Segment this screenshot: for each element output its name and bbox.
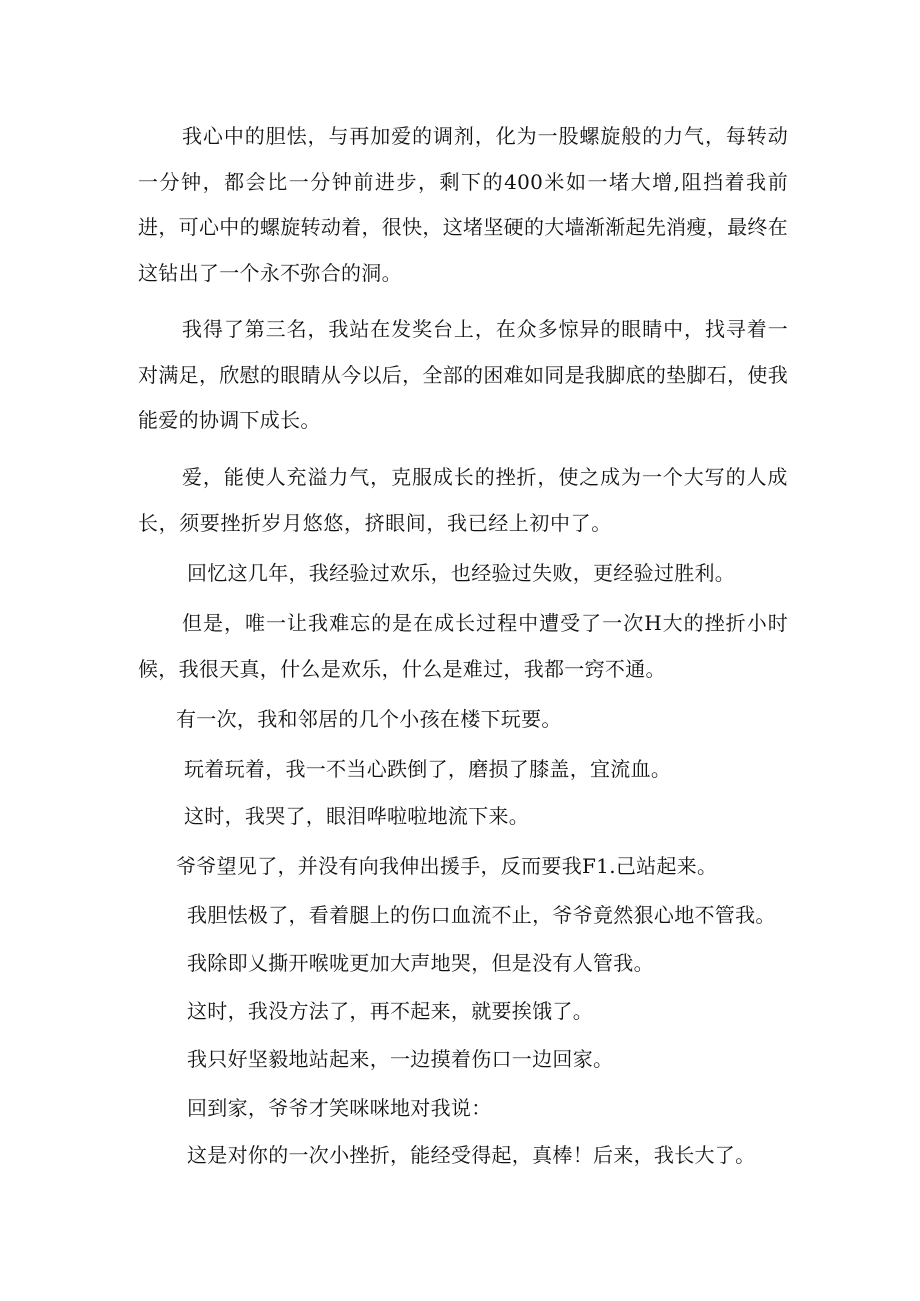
paragraph: 我心中的胆怯，与再加爱的调剂，化为一股螺旋般的力气，每转动一分钟，都会比一分钟前进步，剩下的400米如一堵大增,阻挡着我前进，可心中的螺旋转动着，很快，这堵坚硬的大墙渐渐起先消瘦，最终在这钻出了一个永不弥合的洞。 (138, 124, 788, 285)
paragraph: 这时，我哭了，眼泪哗啦啦地流下来。 (184, 804, 530, 828)
paragraph: 玩着玩着，我一不当心跌倒了，磨损了膝盖，宜流血。 (184, 757, 672, 781)
paragraph: 我除即乂撕开喉咙更加大声地哭，但是没有人管我。 (187, 951, 654, 975)
paragraph: 这是对你的一次小挫折，能经受得起，真棒！后来，我长大了。 (187, 1143, 756, 1167)
paragraph: 但是，唯一让我难忘的是在成长过程中遭受了一次H大的挫折小时候，我很天真，什么是欢乐，什么是难过，我都一窍不通。 (138, 611, 788, 681)
paragraph: 爱，能使人充溢力气，克服成长的挫折，使之成为一个大写的人成长，须要挫折岁月悠悠，挤眼间，我已经上初中了。 (138, 465, 788, 535)
paragraph: 回到家，爷爷才笑咪咪地对我说： (187, 1096, 492, 1120)
paragraph: 我得了第三名，我站在发奖台上，在众多惊异的眼睛中，找寻着一对满足，欣慰的眼睛从今以后，全部的困难如同是我脚底的垫脚石，使我能爱的协调下成长。 (138, 317, 788, 432)
paragraph: 这时，我没方法了，再不起来，就要挨饿了。 (187, 999, 593, 1023)
paragraph: 我只好坚毅地站起来，一边摸着伤口一边回家。 (187, 1047, 614, 1071)
paragraph: 回忆这几年，我经验过欢乐，也经验过失败，更经验过胜利。 (187, 561, 736, 585)
paragraph: 有一次，我和邻居的几个小孩在楼下玩要。 (176, 707, 562, 731)
paragraph: 我胆怯极了，看着腿上的伤口血流不止，爷爷竟然狠心地不管我。 (187, 903, 776, 927)
paragraph: 爷爷望见了，并没有向我伸出援手，反而要我F1.己站起来。 (176, 854, 718, 878)
